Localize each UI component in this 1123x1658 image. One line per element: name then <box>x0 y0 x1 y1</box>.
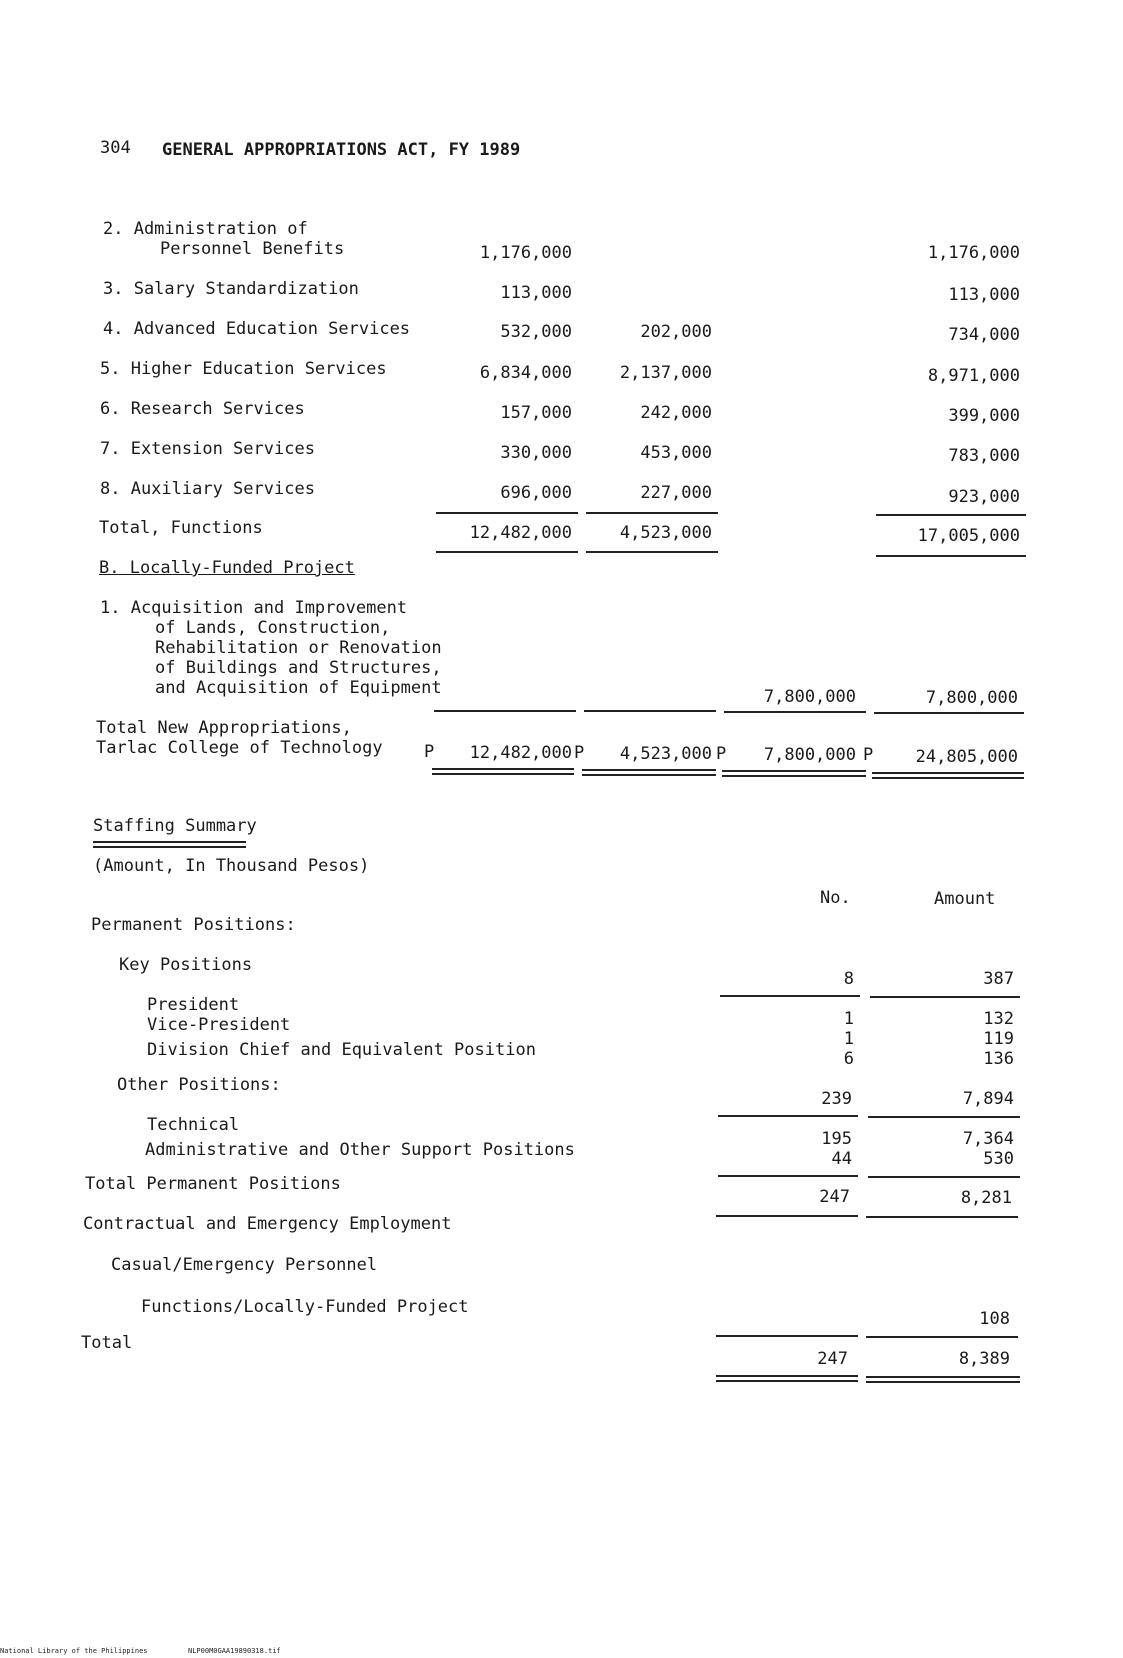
function-total: 1,176,000 <box>927 243 1020 263</box>
staffing-title: Staffing Summary <box>93 816 257 836</box>
function-total: 734,000 <box>948 325 1020 345</box>
currency-symbol: P <box>863 745 874 765</box>
grand-total-total: 24,805,000 <box>915 747 1018 767</box>
function-label: 5. Higher Education Services <box>100 359 387 379</box>
rule <box>868 1176 1020 1178</box>
rule <box>866 1216 1018 1218</box>
function-ps: 6,834,000 <box>479 363 572 383</box>
total-no: 247 <box>817 1349 848 1369</box>
rule <box>718 1115 858 1117</box>
function-ps: 330,000 <box>500 443 572 463</box>
function-ps: 113,000 <box>500 283 572 303</box>
casual-label: Casual/Emergency Personnel <box>111 1255 378 1275</box>
function-mooe: 2,137,000 <box>619 363 712 383</box>
key-item-label: Vice-President <box>147 1015 291 1035</box>
currency-symbol: P <box>716 744 727 764</box>
key-item-amount: 136 <box>983 1049 1014 1069</box>
key-positions-label: Key Positions <box>119 955 253 975</box>
grand-total-label-cont: Tarlac College of Technology <box>96 738 383 758</box>
other-item-label: Administrative and Other Support Positions <box>145 1140 575 1160</box>
function-mooe: 242,000 <box>640 403 712 423</box>
other-item-amount: 530 <box>983 1149 1014 1169</box>
other-positions-amount: 7,894 <box>962 1089 1014 1109</box>
other-item-no: 195 <box>821 1129 852 1149</box>
col-no-header: No. <box>820 888 851 908</box>
permanent-label: Permanent Positions: <box>91 915 296 935</box>
rule <box>720 995 860 997</box>
project-label-cont: of Lands, Construction, <box>155 618 391 638</box>
grand-total-ps: 12,482,000 <box>469 743 572 763</box>
total-functions-total: 17,005,000 <box>917 526 1020 546</box>
functions-project-amount: 108 <box>979 1309 1010 1329</box>
footer-file: NLP00M0GAA19890318.tif <box>188 1647 281 1655</box>
key-item-amount: 132 <box>983 1009 1014 1029</box>
rule <box>716 1335 858 1337</box>
rule <box>724 711 866 713</box>
rule <box>718 1175 858 1177</box>
total-permanent-label: Total Permanent Positions <box>85 1174 341 1194</box>
function-label: 3. Salary Standardization <box>103 279 359 299</box>
key-item-label: Division Chief and Equivalent Position <box>147 1040 536 1060</box>
currency-symbol: P <box>574 743 585 763</box>
key-item-no: 1 <box>843 1029 854 1049</box>
project-section-heading: B. Locally-Funded Project <box>99 558 355 578</box>
project-label-cont: and Acquisition of Equipment <box>155 678 442 698</box>
rule <box>584 710 716 712</box>
key-positions-no: 8 <box>843 969 854 989</box>
function-label: 8. Auxiliary Services <box>100 479 315 499</box>
function-total: 113,000 <box>948 285 1020 305</box>
function-mooe: 202,000 <box>640 322 712 342</box>
rule <box>876 514 1026 516</box>
col-amount-header: Amount <box>934 889 996 909</box>
rule <box>436 512 578 514</box>
total-permanent-amount: 8,281 <box>960 1188 1012 1208</box>
footer-library: National Library of the Philippines <box>0 1647 148 1655</box>
rule <box>874 712 1024 714</box>
key-item-no: 6 <box>843 1049 854 1069</box>
total-functions-ps: 12,482,000 <box>469 523 572 543</box>
total-amount: 8,389 <box>958 1349 1010 1369</box>
other-item-no: 44 <box>831 1149 852 1169</box>
rule <box>876 555 1026 557</box>
function-ps: 532,000 <box>500 322 572 342</box>
rule <box>586 551 718 553</box>
function-total: 399,000 <box>948 406 1020 426</box>
double-rule <box>872 772 1024 779</box>
key-item-amount: 119 <box>983 1029 1014 1049</box>
function-total: 8,971,000 <box>927 366 1020 386</box>
double-rule <box>866 1376 1020 1383</box>
project-co: 7,800,000 <box>763 687 856 707</box>
page-number: 304 <box>100 138 131 158</box>
function-total: 923,000 <box>948 487 1020 507</box>
function-mooe: 227,000 <box>640 483 712 503</box>
currency-symbol: P <box>424 742 435 762</box>
contractual-label: Contractual and Emergency Employment <box>83 1214 452 1234</box>
project-label-cont: Rehabilitation or Renovation <box>155 638 442 658</box>
project-label-cont: of Buildings and Structures, <box>155 658 442 678</box>
page-title: GENERAL APPROPRIATIONS ACT, FY 1989 <box>162 140 521 160</box>
function-label: 4. Advanced Education Services <box>103 319 411 339</box>
total-functions-label: Total, Functions <box>99 518 263 538</box>
double-rule <box>716 1375 858 1382</box>
other-positions-no: 239 <box>821 1089 852 1109</box>
function-mooe: 453,000 <box>640 443 712 463</box>
project-total: 7,800,000 <box>925 688 1018 708</box>
function-label: 7. Extension Services <box>100 439 315 459</box>
project-label: 1. Acquisition and Improvement <box>100 598 408 618</box>
function-total: 783,000 <box>948 446 1020 466</box>
key-positions-amount: 387 <box>983 969 1014 989</box>
rule <box>436 551 578 553</box>
function-ps: 696,000 <box>500 483 572 503</box>
total-functions-mooe: 4,523,000 <box>619 523 712 543</box>
total-permanent-no: 247 <box>819 1187 850 1207</box>
double-rule <box>93 841 246 848</box>
function-label-cont: Personnel Benefits <box>160 239 345 259</box>
double-rule <box>722 770 866 777</box>
rule <box>586 512 718 514</box>
other-positions-label: Other Positions: <box>117 1075 281 1095</box>
rule <box>868 1116 1020 1118</box>
rule <box>434 710 576 712</box>
rule <box>870 996 1020 998</box>
function-ps: 157,000 <box>500 403 572 423</box>
grand-total-label: Total New Appropriations, <box>96 718 352 738</box>
function-label: 2. Administration of <box>103 219 308 239</box>
rule <box>866 1336 1018 1338</box>
other-item-label: Technical <box>147 1115 240 1135</box>
staffing-subtitle: (Amount, In Thousand Pesos) <box>93 856 370 876</box>
functions-project-label: Functions/Locally-Funded Project <box>141 1297 469 1317</box>
function-label: 6. Research Services <box>100 399 305 419</box>
double-rule <box>582 769 716 776</box>
key-item-label: President <box>147 995 240 1015</box>
function-ps: 1,176,000 <box>479 243 572 263</box>
rule <box>716 1215 858 1217</box>
double-rule <box>432 768 574 775</box>
grand-total-mooe: 4,523,000 <box>619 744 712 764</box>
key-item-no: 1 <box>843 1009 854 1029</box>
grand-total-co: 7,800,000 <box>763 745 856 765</box>
total-label: Total <box>81 1333 133 1353</box>
other-item-amount: 7,364 <box>962 1129 1014 1149</box>
